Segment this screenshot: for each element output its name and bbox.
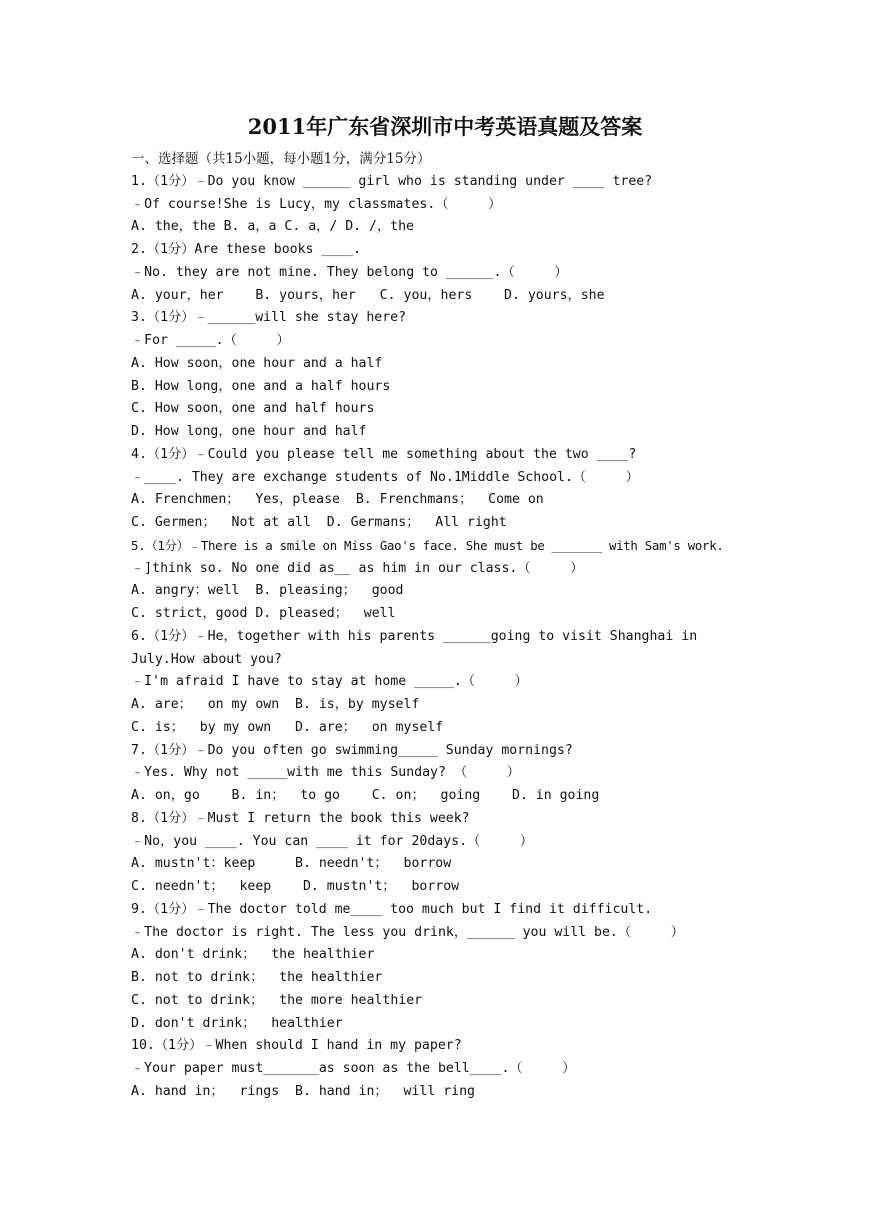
q9-stem: 9.（1分）﹣The doctor told me____ too much but I find it difficult. <box>131 901 653 917</box>
q10-response: ﹣Your paper must_______as soon as the bell____.（ ） <box>131 1061 576 1076</box>
q7-options: A. on，go B. in； to go C. on； going D. in going <box>131 788 600 803</box>
q2-response: ﹣No. they are not mine. They belong to ______.（ ） <box>131 264 568 280</box>
q8-options-ab: A. mustn't：keep B. needn't； borrow <box>131 856 452 872</box>
q2-stem: 2.（1分）Are these books ____. <box>131 242 362 257</box>
q5-stem: 5.（1分）﹣There is a smile on Miss Gao's face. She must be _______ with Sam's work. <box>131 537 724 553</box>
q3-option-c: C. How soon，one and half hours <box>131 401 375 417</box>
q3-response: ﹣For _____.（ ） <box>131 333 290 348</box>
q10-stem: 10.（1分）﹣When should I hand in my paper? <box>131 1038 462 1054</box>
q7-stem: 7.（1分）﹣Do you often go swimming_____ Sunday mornings? <box>131 742 573 758</box>
q9-option-c: C. not to drink； the more healthier <box>131 992 423 1008</box>
q9-response: ﹣The doctor is right. The less you drink，______ you will be.（ ） <box>131 924 684 940</box>
q3-option-a: A. How soon，one hour and a half <box>131 355 383 371</box>
q6-response: ﹣I'm afraid I have to stay at home _____.（ ） <box>131 674 528 690</box>
q8-response: ﹣No，you ____. You can ____ it for 20days.（ ） <box>131 833 534 849</box>
q8-stem: 8.（1分）﹣Must I return the book this week? <box>131 810 470 826</box>
q3-option-b: B. How long，one and a half hours <box>131 378 391 394</box>
q5-response: ﹣]think so. No one did as__ as him in our class.（ ） <box>131 560 584 576</box>
q9-option-b: B. not to drink； the healthier <box>131 970 383 985</box>
q6-stem: 6.（1分）﹣He，together with his parents ______going to visit Shanghai in July.How about you? <box>131 628 706 667</box>
q4-options-ab: A. Frenchmen； Yes，please B. Frenchmans； Come on <box>131 492 544 508</box>
q10-options-ab: A. hand in； rings B. hand in； will ring <box>131 1083 475 1099</box>
q1-response: ﹣Of course!She is Lucy，my classmates.（ ） <box>131 196 502 212</box>
q9-option-d: D. don't drink； healthier <box>131 1015 343 1031</box>
q4-stem: 4.（1分）﹣Could you please tell me something about the two ____? <box>131 446 637 462</box>
q5-options-ab: A. angry：well B. pleasing； good <box>131 583 404 599</box>
section-title: 一、选择题（共15小题，每小题1分，满分15分） <box>131 151 431 167</box>
q8-options-cd: C. needn't； keep D. mustn't； borrow <box>131 879 460 894</box>
q1-stem: 1.（1分）﹣Do you know ______ girl who is standing under ____ tree? <box>131 173 653 189</box>
q3-stem: 3.（1分）﹣______will she stay here? <box>131 310 407 326</box>
q3-option-d: D. How long，one hour and half <box>131 424 367 439</box>
q4-response: ﹣____. They are exchange students of No.1Middle School.（ ） <box>131 469 639 485</box>
q9-option-a: A. don't drink； the healthier <box>131 947 375 963</box>
q6-options-ab: A. are； on my own B. is，by myself <box>131 697 420 712</box>
q4-options-cd: C. Germen； Not at all D. Germans； All right <box>131 515 507 530</box>
q5-options-cd: C. strict，good D. pleased； well <box>131 606 396 621</box>
q1-options: A. the，the B. a，a C. a，/ D. /，the <box>131 219 414 235</box>
q2-options: A. your，her B. yours，her C. you，hers D. yours，she <box>131 287 605 303</box>
exam-page <box>131 112 751 1104</box>
q7-response: ﹣Yes. Why not _____with me this Sunday? （ ） <box>131 765 520 781</box>
q6-options-cd: C. is； by my own D. are； on myself <box>131 719 444 735</box>
page-title: 2011年广东省深圳市中考英语真题及答案 <box>247 114 643 139</box>
